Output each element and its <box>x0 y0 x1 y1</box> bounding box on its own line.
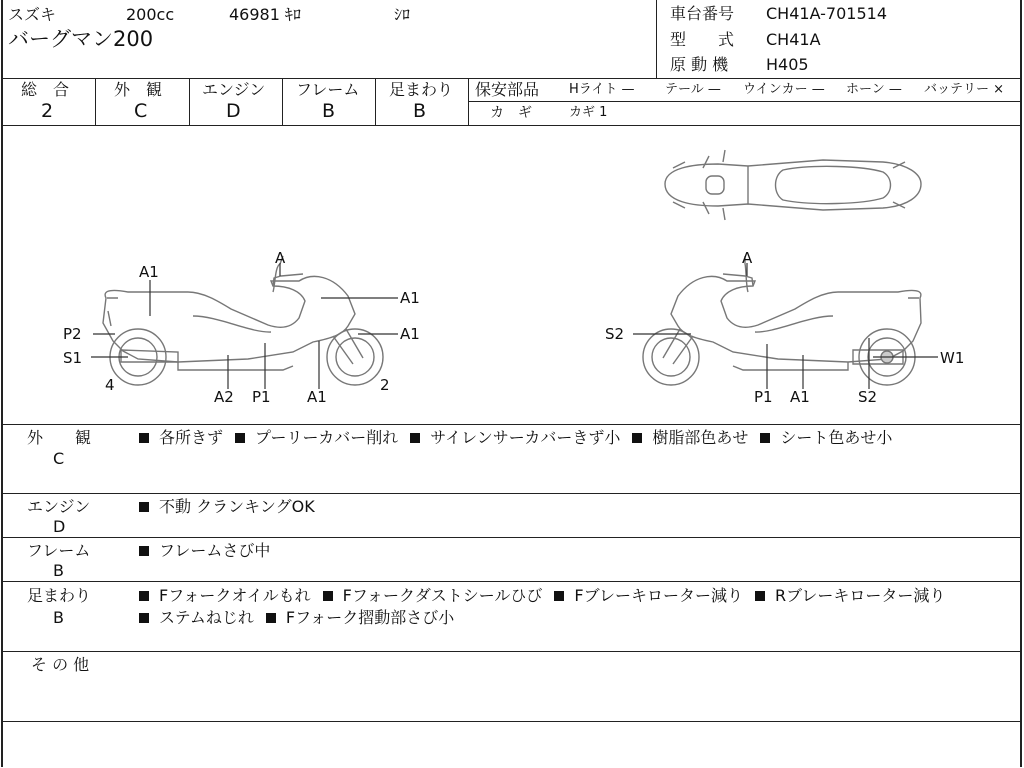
inspection-sheet <box>1 0 1022 767</box>
divider <box>3 78 1020 79</box>
scooter-right-view-icon <box>643 256 921 385</box>
diagram-label: A1 <box>400 325 420 343</box>
diagram-label: A1 <box>307 388 327 406</box>
divider <box>189 78 190 125</box>
note-line: Fフォークオイルもれ Fフォークダストシールひび Fブレーキローター減り Rブレーキローター減り <box>139 588 957 604</box>
divider <box>3 537 1020 538</box>
diagram-label: S2 <box>605 325 625 343</box>
model-code-label: 型 式 <box>670 30 735 49</box>
divider <box>282 78 283 125</box>
bullet-icon <box>139 613 149 623</box>
divider <box>656 0 657 78</box>
safety-parts-label: 保安部品 <box>475 80 540 99</box>
note-grade-engine: D <box>53 517 66 536</box>
grade-label-overall: 総 合 <box>21 80 70 99</box>
diagram-label: P2 <box>63 325 82 343</box>
note-line: 不動 クランキングOK <box>139 499 327 515</box>
grade-value-suspension: B <box>413 100 427 122</box>
note-category-frame: フレーム <box>27 541 91 560</box>
diagram-label: W1 <box>940 349 965 367</box>
grade-value-frame: B <box>322 100 336 122</box>
grade-value-engine: D <box>226 100 241 122</box>
diagram-label: P1 <box>252 388 271 406</box>
color: ｼﾛ <box>394 5 411 24</box>
diagram-label: P1 <box>754 388 773 406</box>
diagram-label: A <box>742 249 753 267</box>
safety-item-tail: テール — <box>665 82 721 97</box>
diagram-label: S1 <box>63 349 83 367</box>
displacement: 200cc <box>126 5 175 24</box>
note-category-engine: エンジン <box>27 497 91 516</box>
mileage: 46981 ｷﾛ <box>229 5 301 24</box>
bullet-icon <box>755 591 765 601</box>
note-line: 各所きず プーリーカバー削れ サイレンサーカバーきず小 樹脂部色あせ シート色あせ小 <box>139 430 904 446</box>
note-line: ステムねじれ Fフォーク摺動部さび小 <box>139 610 466 626</box>
key-label: カ ギ <box>490 105 532 121</box>
bullet-icon <box>139 433 149 443</box>
model-name: バーグマン200 <box>8 27 154 51</box>
divider <box>3 424 1020 425</box>
bullet-icon <box>235 433 245 443</box>
divider <box>95 78 96 125</box>
bullet-icon <box>760 433 770 443</box>
diagram-label: A1 <box>400 289 420 307</box>
safety-item-headlight: Hライト — <box>569 82 635 97</box>
grade-value-exterior: C <box>134 100 148 122</box>
grade-label-engine: エンジン <box>202 80 266 99</box>
note-category-exterior: 外 観 <box>27 428 92 447</box>
diagram-label: A1 <box>139 263 159 281</box>
diagram-label: A1 <box>790 388 810 406</box>
note-category-suspension: 足まわり <box>27 586 92 605</box>
diagram-label: S2 <box>858 388 878 406</box>
diagram-label: 2 <box>380 376 390 394</box>
diagram-label: A <box>275 249 286 267</box>
note-grade-frame: B <box>53 561 64 580</box>
bullet-icon <box>139 546 149 556</box>
diagram-label: A2 <box>214 388 234 406</box>
safety-item-winker: ウインカー — <box>743 82 825 97</box>
divider <box>375 78 376 125</box>
divider <box>469 101 1020 102</box>
scooter-top-view-icon <box>665 150 921 220</box>
bullet-icon <box>323 591 333 601</box>
note-grade-suspension: B <box>53 608 64 627</box>
bullet-icon <box>554 591 564 601</box>
grade-value-overall: 2 <box>41 100 54 122</box>
note-line: フレームさび中 <box>139 543 282 559</box>
diagram-label: 4 <box>105 376 115 394</box>
engine-model-label: 原 動 機 <box>670 55 729 74</box>
divider <box>3 493 1020 494</box>
divider <box>3 651 1020 652</box>
bullet-icon <box>632 433 642 443</box>
damage-diagram <box>3 126 1022 424</box>
frame-no: CH41A-701514 <box>766 4 888 23</box>
key-value: カギ 1 <box>569 105 608 120</box>
safety-item-horn: ホーン — <box>846 82 902 97</box>
divider <box>3 581 1020 582</box>
bullet-icon <box>139 591 149 601</box>
engine-model: H405 <box>766 55 809 74</box>
maker: スズキ <box>8 5 57 24</box>
grade-label-suspension: 足まわり <box>389 80 454 99</box>
divider <box>3 721 1020 722</box>
note-grade-exterior: C <box>53 449 65 468</box>
bullet-icon <box>139 502 149 512</box>
model-code: CH41A <box>766 30 821 49</box>
bullet-icon <box>266 613 276 623</box>
frame-no-label: 車台番号 <box>670 4 735 23</box>
grade-label-exterior: 外 観 <box>114 80 163 99</box>
safety-item-battery: バッテリー × <box>924 82 1005 97</box>
note-category-other: そ の 他 <box>31 655 90 674</box>
grade-label-frame: フレーム <box>296 80 360 99</box>
bullet-icon <box>410 433 420 443</box>
